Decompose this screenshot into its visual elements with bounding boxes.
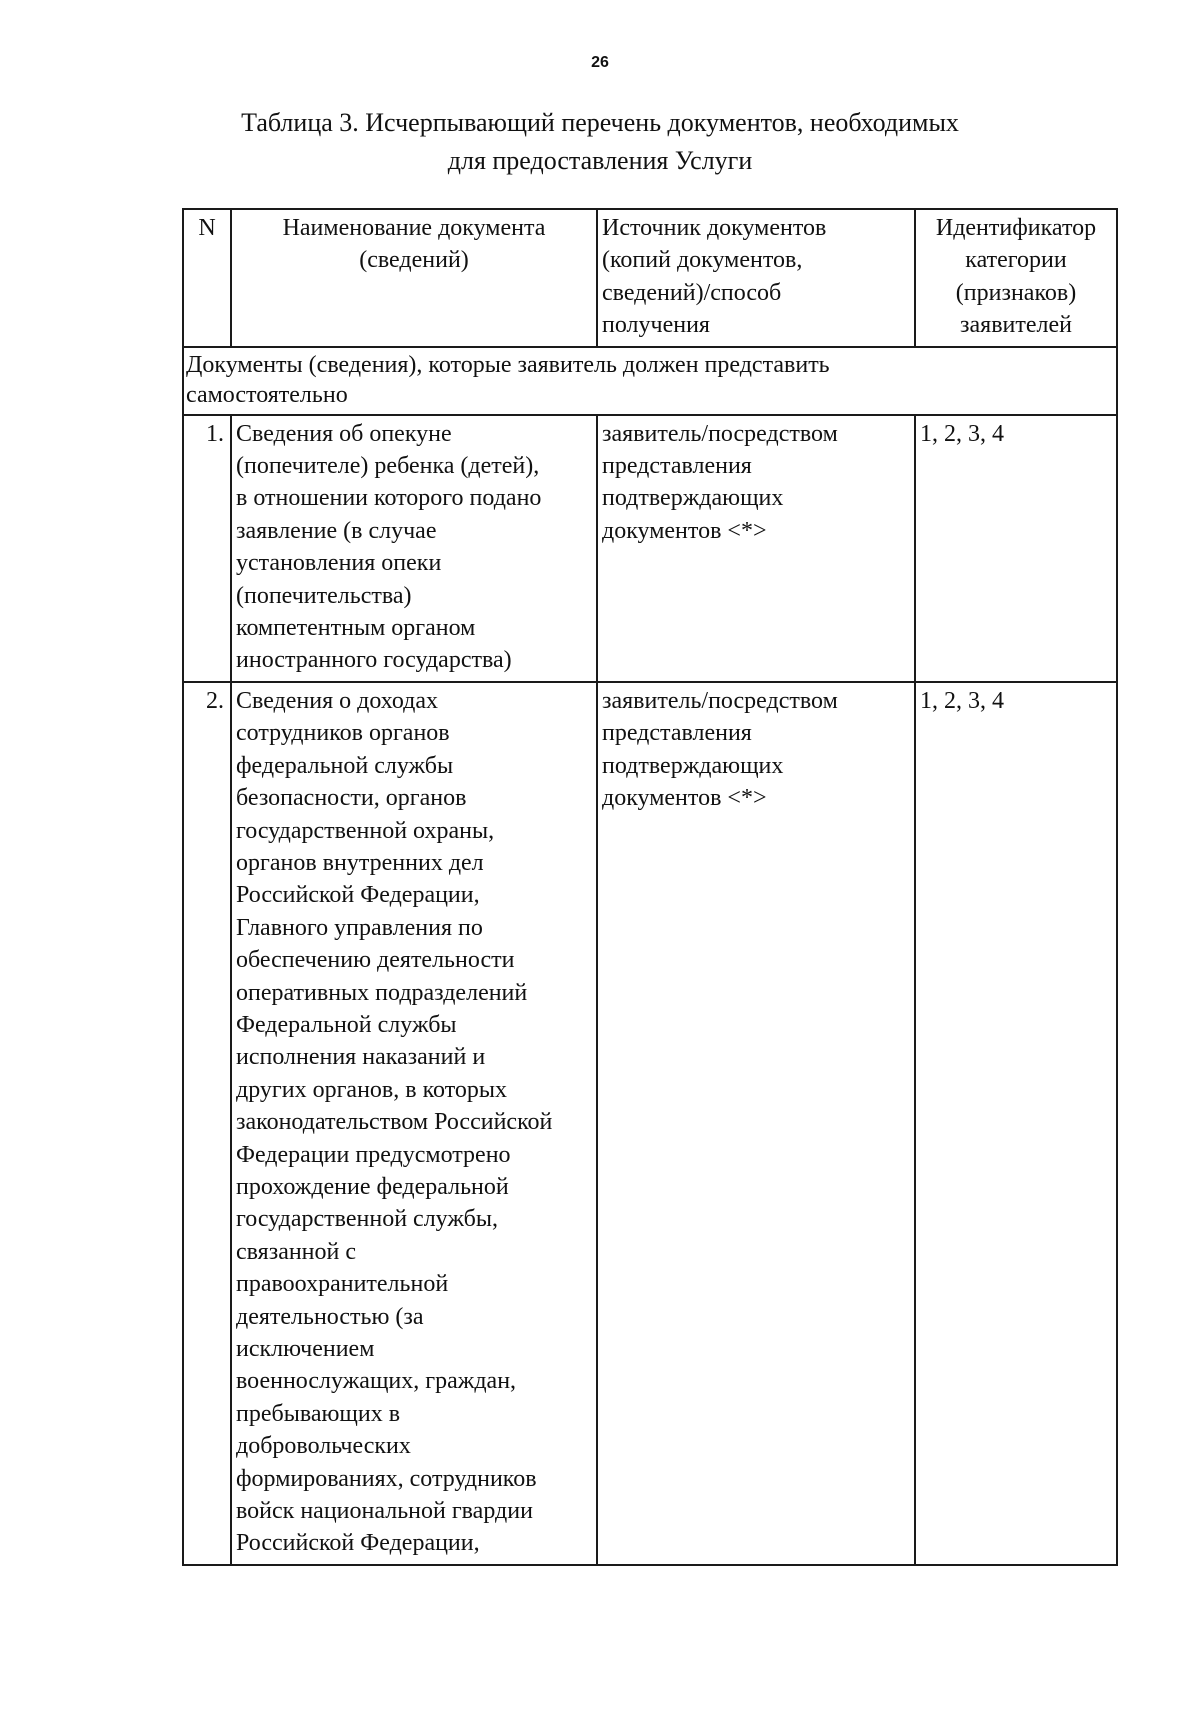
row-category-ids: 1, 2, 3, 4 — [915, 415, 1117, 682]
table-row — [183, 415, 1117, 682]
row-number: 2. — [183, 682, 231, 1565]
row-document-source: заявитель/посредством представления подтверждающих документов <*> — [597, 682, 915, 1565]
page-number: 26 — [591, 54, 609, 71]
header-number: N — [183, 209, 231, 347]
header-document-name: Наименование документа (сведений) — [231, 209, 597, 347]
row-category-ids: 1, 2, 3, 4 — [915, 682, 1117, 1565]
table-title: Таблица 3. Исчерпывающий перечень документов, необходимых для предоставления Услуги — [241, 108, 959, 175]
row-document-name: Сведения об опекуне (попечителе) ребенка (детей), в отношении которого подано заявление (в случае установления опеки (попечительства) компетентным органом иностранного государства) — [231, 415, 597, 682]
table-header-row — [183, 209, 1117, 347]
documents-table — [182, 208, 1118, 1566]
header-applicant-category-id: Идентификатор категории (признаков) заявителей — [915, 209, 1117, 347]
row-number: 1. — [183, 415, 231, 682]
row-document-source: заявитель/посредством представления подтверждающих документов <*> — [597, 415, 915, 682]
table-row — [183, 682, 1117, 1565]
row-document-name: Сведения о доходах сотрудников органов федеральной службы безопасности, органов государственной охраны, органов внутренних дел Российской Федерации, Главного управления по обеспечению деятельности оперативных подразделений Федеральной службы исполнения наказаний и других органов, в которых законодательством Российской Федерации предусмотрено прохождение федеральной государственной службы, связанной с правоохранительной деятельностью (за исключением военнослужащих, граждан, пребывающих в добровольческих формированиях, сотрудников войск национальной гвардии Российской Федерации, — [231, 682, 597, 1565]
section-heading: Документы (сведения), которые заявитель должен представить самостоятельно — [183, 347, 1117, 415]
header-document-source: Источник документов (копий документов, сведений)/способ получения — [597, 209, 915, 347]
section-row — [183, 347, 1117, 415]
